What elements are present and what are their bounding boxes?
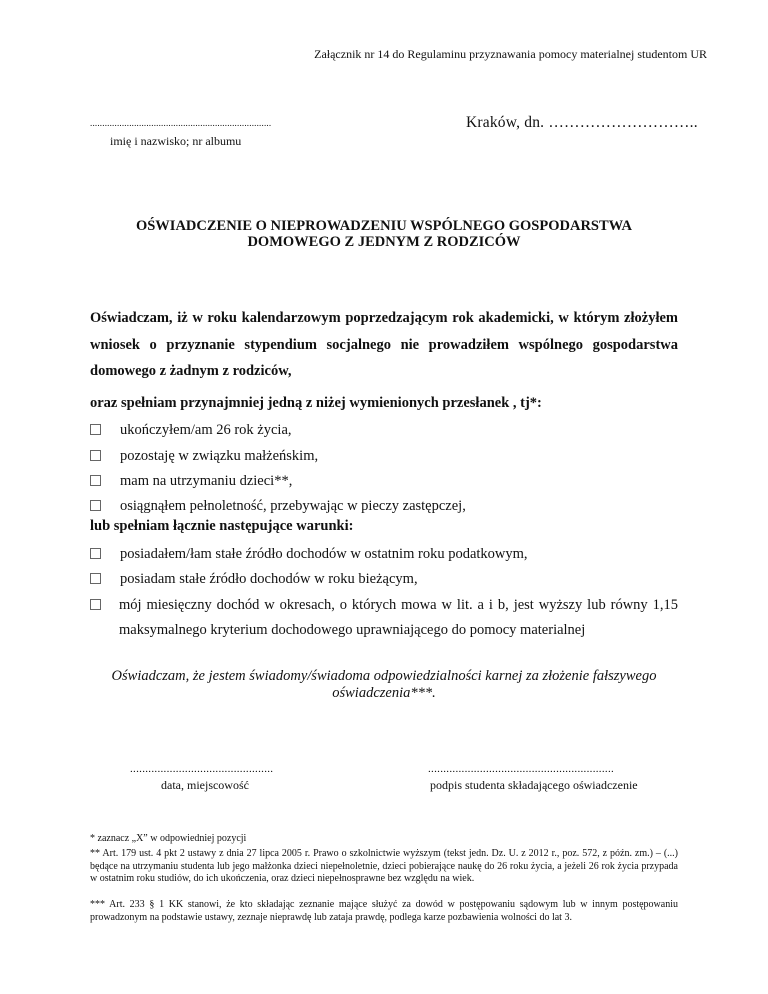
option-income-last-year[interactable] bbox=[90, 546, 528, 566]
joint-conditions-heading: lub spełniam łącznie następujące warunki: bbox=[90, 518, 354, 534]
signature-field[interactable]: ............................................................. bbox=[428, 763, 615, 775]
checkbox[interactable] bbox=[90, 424, 101, 435]
checkbox[interactable] bbox=[90, 599, 101, 610]
option-married[interactable] bbox=[90, 448, 318, 468]
name-field-line[interactable]: .......................................................................... bbox=[90, 118, 272, 128]
option-label: posiadam stałe źródło dochodów w roku bieżącym, bbox=[120, 571, 418, 587]
signature-label: podpis studenta składającego oświadczenie bbox=[430, 778, 638, 792]
name-field-label: imię i nazwisko; nr albumu bbox=[110, 134, 242, 148]
declaration-line-1: Oświadczam, iż w roku kalendarzowym poprzedzającym rok akademicki, w którym złożyłem bbox=[90, 310, 678, 326]
footnote-1: * zaznacz „X” w odpowiedniej pozycji bbox=[90, 833, 247, 844]
title-line-2: DOMOWEGO Z JEDNYM Z RODZICÓW bbox=[247, 234, 521, 250]
option-age-26[interactable] bbox=[90, 422, 292, 442]
option-label-continuation: maksymalnego kryterium dochodowego uprawniającego do pomocy materialnej bbox=[119, 622, 586, 638]
option-income-current-year[interactable] bbox=[90, 571, 418, 591]
checkbox[interactable] bbox=[90, 475, 101, 486]
title-line-1: OŚWIADCZENIE O NIEPROWADZENIU WSPÓLNEGO GOSPODARSTWA bbox=[135, 218, 633, 234]
declaration-line-3: domowego z żadnym z rodziców, bbox=[90, 363, 292, 379]
checkbox[interactable] bbox=[90, 500, 101, 511]
date-place-field[interactable]: ............................................... bbox=[130, 763, 274, 775]
checkbox[interactable] bbox=[90, 548, 101, 559]
option-label: osiągnąłem pełnoletność, przebywając w pieczy zastępczej, bbox=[120, 498, 466, 514]
option-label: pozostaję w związku małżeńskim, bbox=[120, 448, 319, 464]
checkbox[interactable] bbox=[90, 573, 101, 584]
footnote-2: ** Art. 179 ust. 4 pkt 2 ustawy z dnia 27 lipca 2005 r. Prawo o szkolnictwie wyższym (tekst jedn. Dz. U. z 2012 r., poz. 572, z późn. zm.) – (...) będące na utrzymaniu studenta lub jego małżonka dzieci niepełnoletnie, dzieci pobierające naukę do 26 roku życia, a jeżeli 26 rok życia przypada w ostatnim roku studiów, do ich ukończenia, oraz dzieci niepełnosprawne bez względu na wiek. bbox=[90, 848, 678, 884]
date-place-label: data, miejscowość bbox=[161, 778, 249, 792]
option-children[interactable] bbox=[90, 473, 292, 493]
footnote-3: *** Art. 233 § 1 KK stanowi, że kto składając zeznanie mające służyć za dowód w postępowaniu sądowym lub w innym postępowaniu prowadzonym na podstawie ustawy, zeznaje nieprawdę lub zataja prawdę, podlega karze pozbawienia wolności do lat 3. bbox=[90, 899, 678, 923]
option-label: posiadałem/łam stałe źródło dochodów w ostatnim roku podatkowym, bbox=[120, 546, 528, 562]
option-monthly-income[interactable] bbox=[90, 597, 678, 617]
option-label: ukończyłem/am 26 rok życia, bbox=[120, 422, 292, 438]
option-label: mój miesięczny dochód w okresach, o których mowa w lit. a i b, jest wyższy lub równy 1,15 bbox=[119, 597, 678, 613]
document-title bbox=[90, 218, 678, 250]
place-date-field[interactable]: Kraków, dn. ……………………….. bbox=[466, 114, 698, 131]
declaration-paragraph bbox=[90, 305, 678, 385]
declaration-line-2: wniosek o przyznanie stypendium socjalnego nie prowadziłem wspólnego gospodarstwa bbox=[90, 336, 678, 353]
option-foster-care[interactable] bbox=[90, 498, 466, 518]
conditions-heading: oraz spełniam przynajmniej jedną z niżej wymienionych przesłanek , tj*: bbox=[90, 395, 542, 411]
option-label: mam na utrzymaniu dzieci**, bbox=[120, 473, 293, 489]
oath-statement: Oświadczam, że jestem świadomy/świadoma odpowiedzialności karnej za złożenie fałszywego oświadczenia***. bbox=[111, 668, 657, 701]
checkbox[interactable] bbox=[90, 450, 101, 461]
annex-note: Załącznik nr 14 do Regulaminu przyznawania pomocy materialnej studentom UR bbox=[314, 47, 707, 61]
